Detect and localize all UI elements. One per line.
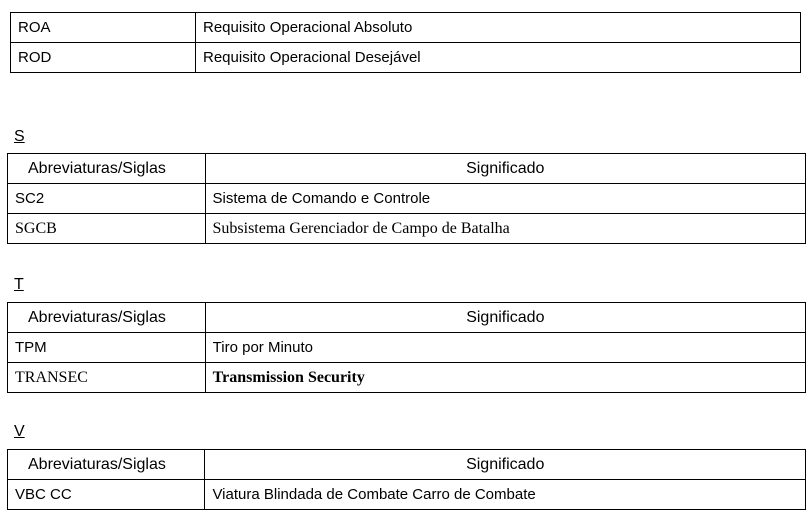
section-letter-t: T [14, 276, 24, 293]
table-header-row [8, 450, 806, 480]
acronyms-table-r [10, 12, 801, 73]
meaning-cell: Subsistema Gerenciador de Campo de Batalha [205, 214, 806, 244]
abbr-cell: ROA [11, 13, 196, 43]
meaning-cell: Viatura Blindada de Combate Carro de Combate [205, 480, 806, 510]
abbr-cell: TRANSEC [8, 363, 206, 393]
acronyms-table-s [7, 153, 806, 244]
table-row [8, 480, 806, 510]
section-letter-s: S [14, 128, 25, 145]
meaning-cell: Transmission Security [205, 363, 805, 393]
table-row [11, 43, 801, 73]
table-row [8, 363, 806, 393]
header-abbr: Abreviaturas/Siglas [8, 450, 205, 480]
header-meaning: Significado [205, 303, 805, 333]
table-row [8, 333, 806, 363]
table-row [8, 184, 806, 214]
meaning-cell: Sistema de Comando e Controle [205, 184, 806, 214]
meaning-cell: Tiro por Minuto [205, 333, 805, 363]
header-meaning: Significado [205, 450, 806, 480]
meaning-cell: Requisito Operacional Absoluto [196, 13, 801, 43]
acronyms-table-v [7, 449, 806, 510]
header-abbr: Abreviaturas/Siglas [8, 154, 206, 184]
abbr-cell: SGCB [8, 214, 206, 244]
abbr-cell: ROD [11, 43, 196, 73]
meaning-cell: Requisito Operacional Desejável [196, 43, 801, 73]
section-letter-v: V [14, 423, 25, 440]
abbr-cell: VBC CC [8, 480, 205, 510]
table-row [8, 214, 806, 244]
table-header-row [8, 154, 806, 184]
header-abbr: Abreviaturas/Siglas [8, 303, 206, 333]
acronyms-table-t [7, 302, 806, 393]
header-meaning: Significado [205, 154, 806, 184]
abbr-cell: TPM [8, 333, 206, 363]
table-row [11, 13, 801, 43]
abbr-cell: SC2 [8, 184, 206, 214]
table-header-row [8, 303, 806, 333]
